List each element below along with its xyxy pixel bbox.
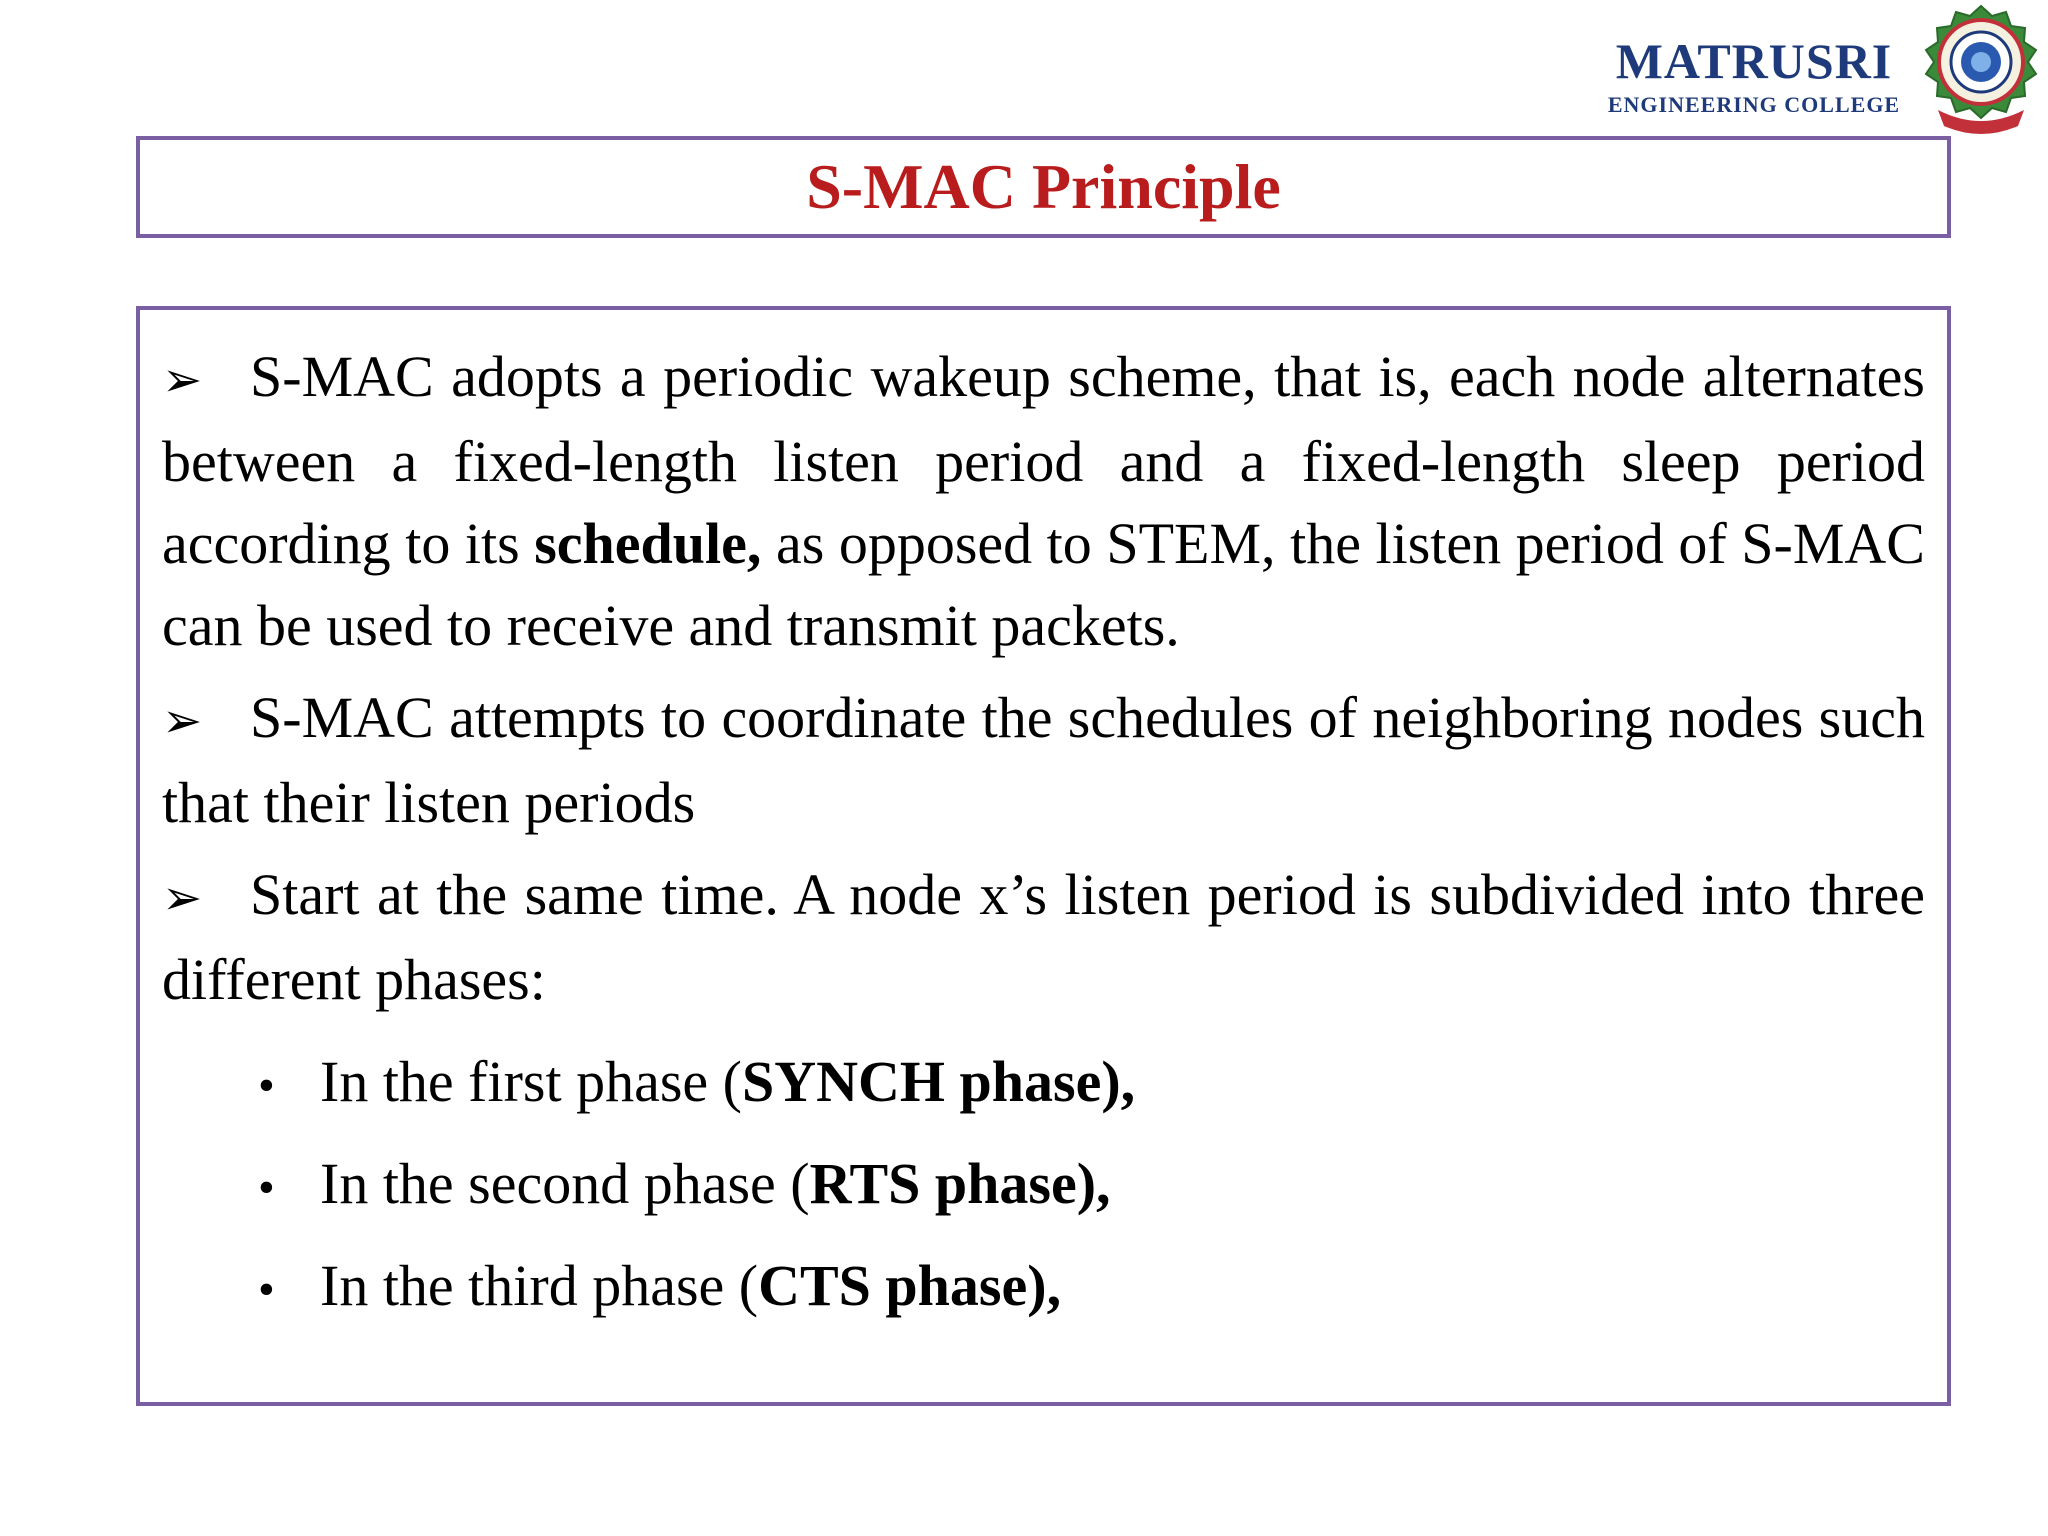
logo-subtitle: ENGINEERING COLLEGE [1607, 92, 1901, 117]
bullet-3-text: Start at the same time. A node x’s listen period is subdivided into three different phases: [162, 862, 1925, 1012]
slide-title: S-MAC Principle [806, 151, 1281, 222]
bullet-1 [162, 336, 1925, 667]
phase-2-text: In the second phase ( [320, 1151, 810, 1216]
logo-name: MATRUSRI [1615, 33, 1893, 89]
college-seal-icon [1918, 2, 2044, 138]
college-logo [1590, 34, 1918, 118]
phase-2-bold: RTS phase), [809, 1151, 1111, 1216]
bullet-2-text: S-MAC attempts to coordinate the schedules of neighboring nodes such that their listen periods [162, 685, 1925, 835]
dot-bullet-icon: • [258, 1059, 275, 1112]
bullet-2 [162, 677, 1925, 844]
slide-content-box [136, 306, 1951, 1406]
arrow-bullet-icon: ➢ [162, 693, 203, 749]
phase-list [162, 1033, 1925, 1339]
list-item [162, 1033, 1925, 1135]
list-item [162, 1135, 1925, 1237]
dot-bullet-icon: • [258, 1263, 275, 1316]
arrow-bullet-icon: ➢ [162, 870, 203, 926]
list-item [162, 1237, 1925, 1339]
bullet-1-text-a: S-MAC adopts a periodic wakeup scheme, that is, each node alternates between a fixed-length listen period and a fixed-length sleep period according to its [162, 344, 1925, 576]
phase-1-bold: SYNCH phase), [741, 1049, 1136, 1114]
phase-3-text: In the third phase ( [320, 1253, 759, 1318]
phase-3-bold: CTS phase), [758, 1253, 1062, 1318]
slide-title-box [136, 136, 1951, 238]
phase-1-text: In the first phase ( [320, 1049, 742, 1114]
bullet-1-bold: schedule, [534, 511, 762, 576]
bullet-1-text-b: as opposed to STEM, the listen period of S-MAC can be used to receive and transmit packets. [162, 511, 1925, 658]
bullet-3 [162, 854, 1925, 1021]
dot-bullet-icon: • [258, 1161, 275, 1214]
arrow-bullet-icon: ➢ [162, 352, 203, 408]
